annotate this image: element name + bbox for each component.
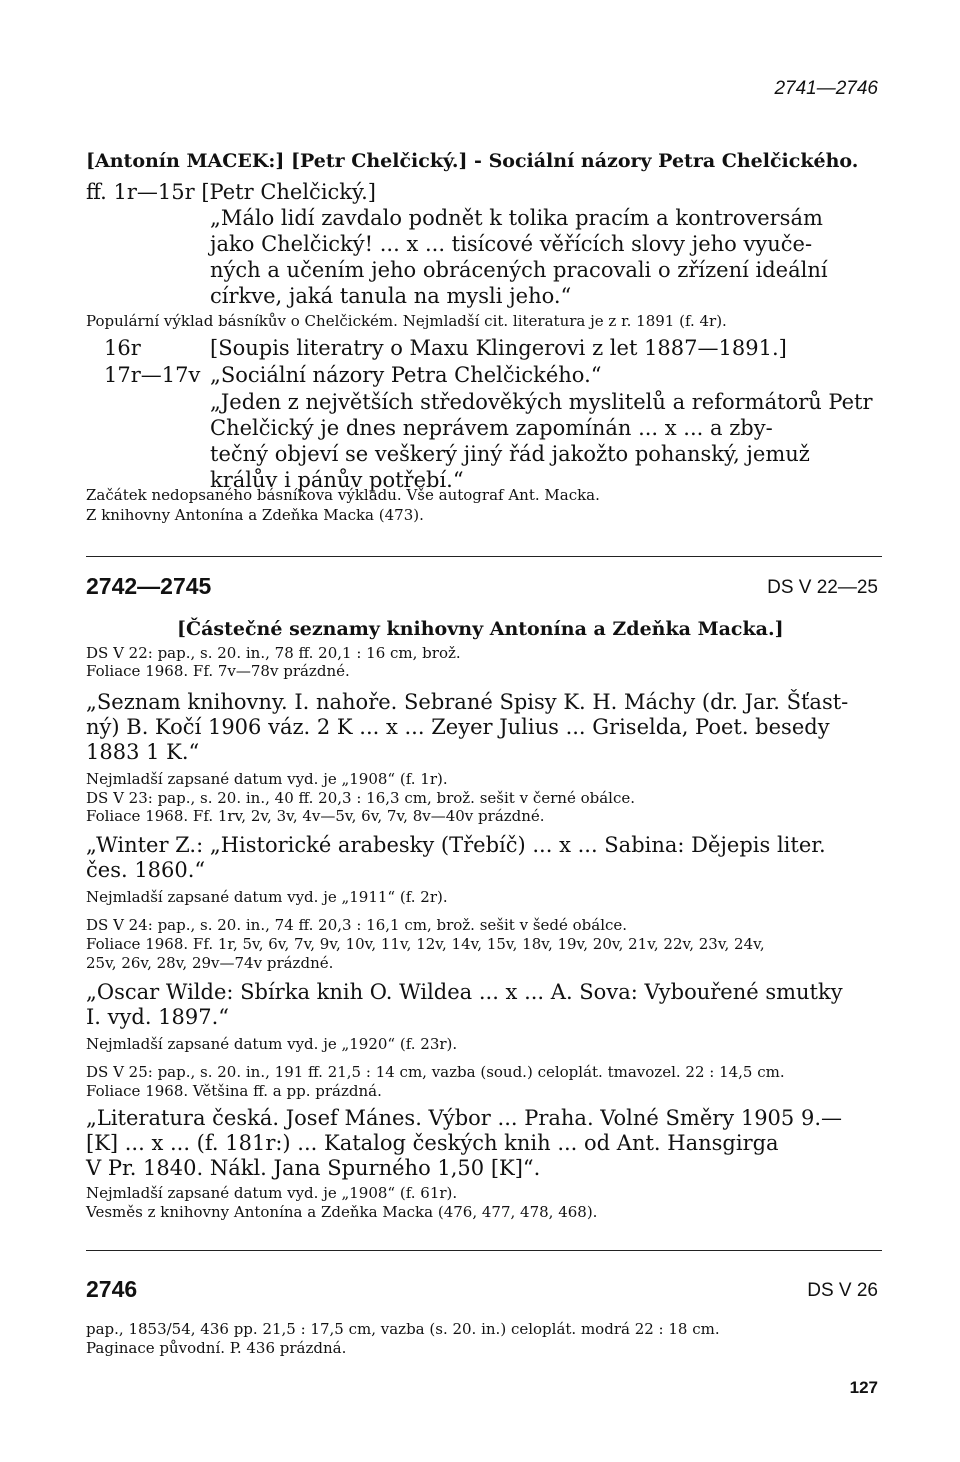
- entry-2741-folio: ff. 1r—15r [Petr Chelčický.]: [86, 180, 376, 204]
- section-divider: [86, 556, 882, 557]
- shelf-signature: DS V 26: [807, 1280, 878, 1301]
- item-note: Nejmladší zapsané datum vyd. je „1908“ (f. 1r).: [86, 770, 448, 788]
- entry-2741-quote-line: jako Chelčický! ... x ... tisícové věřících slovy jeho vyuče-: [210, 232, 813, 256]
- entry-number: 2742—2745: [86, 573, 212, 599]
- item-description: Foliace 1968. Ff. 1rv, 2v, 3v, 4v—5v, 6v, 7v, 8v—40v prázdné.: [86, 807, 545, 825]
- entry-2741-quote2-line: králův i pánův potřebí.“: [210, 468, 464, 492]
- entry-2741-note: Začátek nedopsaného básníkova výkladu. Vše autograf Ant. Macka.: [86, 486, 600, 504]
- folio-16r-text: [Soupis literatry o Maxu Klingerovi z let 1887—1891.]: [210, 336, 787, 360]
- quote-line: V Pr. 1840. Nákl. Jana Spurného 1,50 [K]“.: [86, 1156, 541, 1180]
- entry-2741-title: [Antonín MACEK:] [Petr Chelčický.] - Sociální názory Petra Chelčického.: [86, 150, 859, 172]
- entry-2741-provenance: Z knihovny Antonína a Zdeňka Macka (473).: [86, 506, 424, 524]
- item-description: DS V 23: pap., s. 20. in., 40 ff. 20,3 : 16,3 cm, brož. sešit v černé obálce.: [86, 789, 636, 807]
- quote-line: ný) B. Kočí 1906 váz. 2 K ... x ... Zeyer Julius ... Griselda, Poet. besedy: [86, 715, 830, 739]
- item-description: DS V 25: pap., s. 20. in., 191 ff. 21,5 : 14 cm, vazba (soud.) celoplát. tmavozel. 22 : 14,5 cm.: [86, 1063, 785, 1081]
- item-description: DS V 24: pap., s. 20. in., 74 ff. 20,3 : 16,1 cm, brož. sešit v šedé obálce.: [86, 916, 628, 934]
- quote-line: čes. 1860.“: [86, 858, 206, 882]
- item-description: pap., 1853/54, 436 pp. 21,5 : 17,5 cm, vazba (s. 20. in.) celoplát. modrá 22 : 18 cm.: [86, 1320, 720, 1338]
- quote-line: „Oscar Wilde: Sbírka knih O. Wildea ... x ... A. Sova: Vybouřené smutky: [86, 980, 843, 1004]
- shelf-signature: DS V 22—25: [767, 577, 878, 598]
- item-description: Paginace původní. P. 436 prázdná.: [86, 1339, 347, 1357]
- folio-ref-17r: 17r—17v: [104, 363, 201, 387]
- folio-ref-16r: 16r: [104, 336, 141, 360]
- quote-line: 1883 1 K.“: [86, 740, 200, 764]
- entry-2741-quote2-line: Chelčický je dnes neprávem zapomínán ... x ... a zby-: [210, 416, 773, 440]
- entry-2741-quote-line: ných a učením jeho obrácených pracovali o zřízení ideální: [210, 258, 828, 282]
- quote-line: [K] ... x ... (f. 181r:) ... Katalog českých knih ... od Ant. Hansgirga: [86, 1131, 779, 1155]
- item-note: Nejmladší zapsané datum vyd. je „1911“ (f. 2r).: [86, 888, 448, 906]
- item-description: Foliace 1968. Většina ff. a pp. prázdná.: [86, 1082, 382, 1100]
- item-description: Foliace 1968. Ff. 7v—78v prázdné.: [86, 662, 350, 680]
- item-description: 25v, 26v, 28v, 29v—74v prázdné.: [86, 954, 334, 972]
- item-note: Nejmladší zapsané datum vyd. je „1920“ (f. 23r).: [86, 1035, 458, 1053]
- item-note: Nejmladší zapsané datum vyd. je „1908“ (f. 61r).: [86, 1184, 458, 1202]
- quote-line: „Seznam knihovny. I. nahoře. Sebrané Spisy K. H. Máchy (dr. Jar. Šťast-: [86, 690, 849, 714]
- page-number: 127: [849, 1378, 878, 1397]
- quote-line: I. vyd. 1897.“: [86, 1005, 230, 1029]
- quote-line: „Winter Z.: „Historické arabesky (Třebíč) ... x ... Sabina: Dějepis liter.: [86, 833, 826, 857]
- entry-2742-title: [Částečné seznamy knihovny Antonína a Zdeňka Macka.]: [177, 618, 784, 640]
- entry-2741-quote-line: „Málo lidí zavdalo podnět k tolika pracím a kontroversám: [210, 206, 823, 230]
- item-description: DS V 22: pap., s. 20. in., 78 ff. 20,1 : 16 cm, brož.: [86, 644, 461, 662]
- entry-2742-provenance: Vesměs z knihovny Antonína a Zdeňka Macka (476, 477, 478, 468).: [86, 1203, 598, 1221]
- item-description: Foliace 1968. Ff. 1r, 5v, 6v, 7v, 9v, 10v, 11v, 12v, 14v, 15v, 18v, 19v, 20v, 21v, 22v, 23v, 24v,: [86, 935, 765, 953]
- entry-2741-quote-line: církve, jaká tanula na mysli jeho.“: [210, 284, 572, 308]
- quote-line: „Literatura česká. Josef Mánes. Výbor ... Praha. Volné Směry 1905 9.—: [86, 1106, 842, 1130]
- running-header: 2741—2746: [774, 78, 878, 99]
- entry-2741-note: Populární výklad básníkův o Chelčickém. Nejmladší cit. literatura je z r. 1891 (f. 4r).: [86, 312, 727, 330]
- entry-2741-quote2-line: „Jeden z největších středověkých myslitelů a reformátorů Petr: [210, 390, 873, 414]
- entry-2741-quote2-line: tečný objeví se veškerý jiný řád jakožto pohanský, jemuž: [210, 442, 810, 466]
- section-divider: [86, 1250, 882, 1251]
- entry-number: 2746: [86, 1276, 138, 1302]
- folio-17r-text: „Sociální názory Petra Chelčického.“: [210, 363, 602, 387]
